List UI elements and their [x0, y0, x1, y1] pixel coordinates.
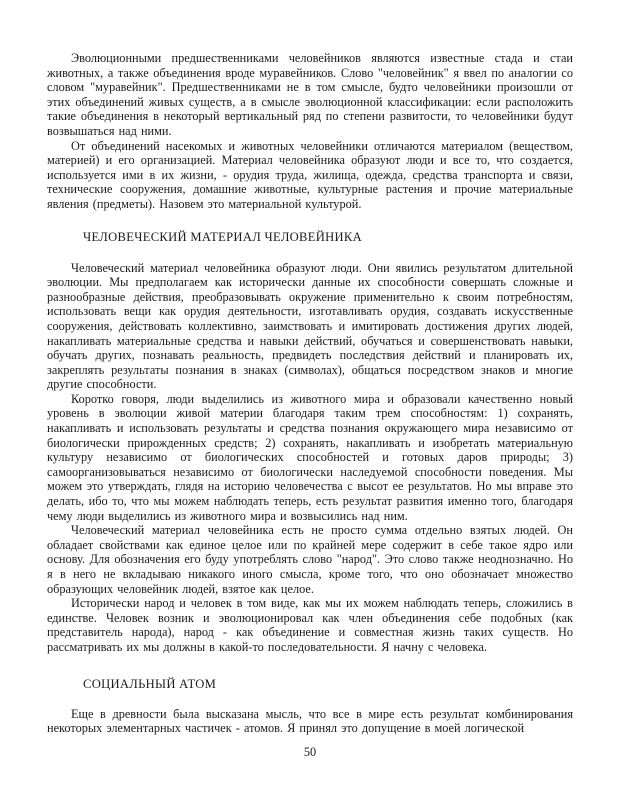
page-number: 50 — [303, 744, 317, 759]
paragraph: Человеческий материал человейника есть не просто сумма отдельно взятых людей. Он обладает свойствами как единое целое или по крайней мере содержит в себе такое ядро или основу. Для обозначения его буду употреблять слово "народ". Это слово также неоднозначно. Но я в него не вкладываю никакого иного смысла, кроме того, что оно обозначает множество образующих человейник людей, взятое как целое. — [47, 523, 573, 596]
paragraph: Еще в древности была высказана мысль, что все в мире есть результат комбинирования некоторых элементарных частичек - атомов. Я принял это допущение в моей логической — [47, 706, 573, 736]
paragraph: Коротко говоря, люди выделились из животного мира и образовали качественно новый уровень в эволюции живой материи благодаря таким трем способностям: 1) сохранять, накапливать и использовать результаты и средства познания окружающего мира независимо от биологически прирожденных средств; 2) сохранять, накапливать и изобретать материальную культуру независимо от биологических способностей и готовых даров природы; 3) самоорганизовываться независимо от биологически наследуемой способности поведения. Мы можем это утверждать, глядя на историю человечества с высот ее результатов. Но мы вправе это делать, ибо то, что мы можем наблюдать теперь, есть результат развития именно того, благодаря чему люди выделились из животного мира и возвысились над ним. — [47, 391, 573, 523]
paragraph: Эволюционными предшественниками человейников являются известные стада и стаи животных, а также объединения вроде муравейников. Слово "человейник" я ввел по аналогии со словом "муравейник". Предшественниками не в том смысле, будто человейники произошли от этих объединений живых существ, а в смысле эволюционной классификации: если расположить такие объединения в некоторый вертикальный ряд по степени развитости, то человейники будут возвышаться над ними. — [47, 51, 573, 138]
section-heading-human-material: ЧЕЛОВЕЧЕСКИЙ МАТЕРИАЛ ЧЕЛОВЕЙНИКА — [83, 229, 363, 244]
paragraph: От объединений насекомых и животных человейники отличаются материалом (веществом, материей) и его организацией. Материал человейника образуют люди и все то, что создается, используется ими в их жизни, - орудия труда, жилища, одежда, средства транспорта и связи, технические сооружения, домашние животные, культурные растения и прочие материальные явления (предметы). Назовем это материальной культурой. — [47, 138, 573, 211]
paragraph: Исторически народ и человек в том виде, как мы их можем наблюдать теперь, сложились в единстве. Человек возник и эволюционировал как член объединения себе подобных (как представитель народа), народ - как объединение и совместная жизнь таких существ. Но рассматривать их мы должны в какой-то последовательности. Я начну с человека. — [47, 596, 573, 654]
paragraph: Человеческий материал человейника образуют люди. Они явились результатом длительной эволюции. Мы предполагаем как исторически данные их способности совершать сложные и разнообразные действия, преобразовывать окружение применительно к своим потребностям, использовать вещи как орудия деятельности, изготавливать орудия, создавать искусственные сооружения, действовать коллективно, заимствовать и имитировать достижения других людей, накапливать материальные средства и навыки действий, обучаться и совершенствовать навыки, обучать других, познавать реальность, предвидеть последствия действий и планировать их, закреплять результаты познания в знаках (символах), общаться посредством знаков и многие другие способности. — [47, 260, 573, 392]
section-heading-social-atom: СОЦИАЛЬНЫЙ АТОМ — [83, 676, 217, 691]
